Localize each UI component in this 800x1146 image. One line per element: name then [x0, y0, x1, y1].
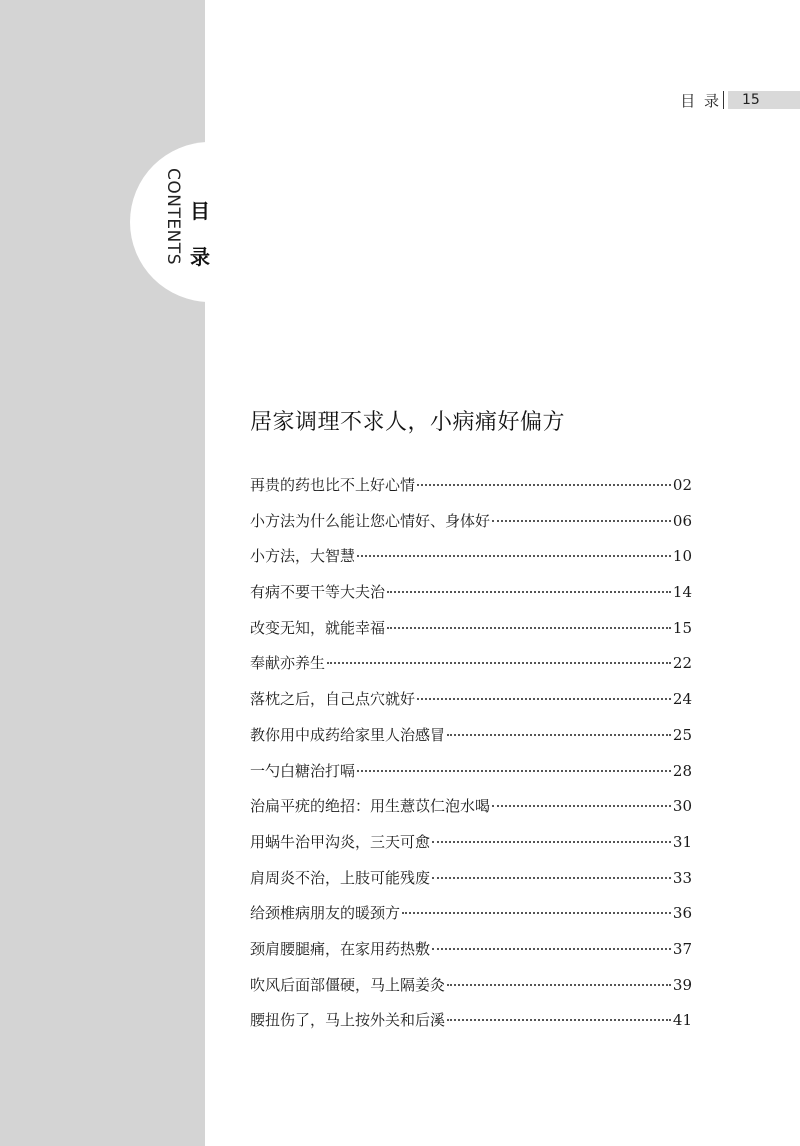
page-number: 15: [728, 91, 800, 109]
toc-entry-page: 14: [672, 583, 692, 602]
toc-leader-dots: [492, 805, 671, 807]
toc-entry-page: 24: [672, 690, 692, 709]
toc-entry-page: 39: [672, 975, 692, 994]
toc-entry[interactable]: [250, 938, 692, 974]
toc-leader-dots: [432, 841, 671, 843]
toc-entry-title: 治扁平疣的绝招：用生薏苡仁泡水喝: [250, 797, 491, 816]
toc-list: [250, 474, 692, 1045]
toc-entry-title: 一勺白糖治打嗝: [250, 761, 356, 780]
toc-entry-title: 再贵的药也比不上好心情: [250, 476, 416, 494]
toc-entry-title: 吹风后面部僵硬，马上隔姜灸: [250, 975, 446, 994]
toc-entry-title: 落枕之后，自己点穴就好: [250, 690, 416, 709]
header-label: 目 录: [680, 91, 721, 110]
toc-leader-dots: [447, 734, 671, 736]
header-divider: [723, 91, 724, 109]
toc-entry-title: 颈肩腰腿痛，在家用药热敷: [250, 939, 431, 958]
toc-leader-dots: [357, 555, 671, 557]
toc-entry-title: 改变无知，就能幸福: [250, 618, 386, 637]
contents-label-en: CONTENTS: [163, 168, 183, 265]
toc-leader-dots: [432, 948, 671, 950]
section-title: 居家调理不求人，小病痛好偏方: [250, 410, 566, 435]
toc-entry[interactable]: [250, 831, 692, 867]
toc-leader-dots: [417, 698, 671, 700]
toc-entry-page: 15: [672, 618, 692, 637]
toc-entry-title: 用蜗牛治甲沟炎，三天可愈: [250, 832, 431, 851]
toc-entry[interactable]: [250, 1009, 692, 1045]
toc-leader-dots: [387, 627, 671, 629]
toc-entry-page: 33: [672, 868, 692, 887]
toc-entry-page: 22: [672, 654, 692, 673]
toc-leader-dots: [387, 591, 671, 593]
toc-entry[interactable]: [250, 724, 692, 760]
toc-leader-dots: [447, 984, 671, 986]
toc-entry-title: 奉献亦养生: [250, 654, 326, 673]
toc-entry-page: 25: [672, 725, 692, 744]
toc-entry[interactable]: [250, 974, 692, 1010]
toc-leader-dots: [402, 912, 671, 914]
toc-entry-title: 腰扭伤了，马上按外关和后溪: [250, 1011, 446, 1030]
toc-entry[interactable]: [250, 510, 692, 546]
toc-entry-page: 37: [672, 939, 692, 958]
toc-leader-dots: [357, 770, 671, 772]
toc-entry-title: 教你用中成药给家里人治感冒: [250, 725, 446, 744]
toc-leader-dots: [417, 484, 671, 486]
toc-entry-page: 31: [672, 832, 692, 851]
toc-entry-page: 36: [672, 904, 692, 923]
toc-entry-page: 28: [672, 761, 692, 780]
toc-entry-title: 有病不要干等大夫治: [250, 583, 386, 602]
toc-entry[interactable]: [250, 795, 692, 831]
contents-zh-char-1: 目: [190, 199, 210, 223]
toc-entry-page: 41: [672, 1011, 692, 1030]
toc-entry-title: 小方法为什么能让您心情好、身体好: [250, 511, 491, 530]
toc-leader-dots: [432, 877, 671, 879]
toc-entry[interactable]: [250, 902, 692, 938]
toc-entry[interactable]: [250, 474, 692, 510]
contents-zh-char-2: 录: [190, 245, 210, 269]
toc-entry[interactable]: [250, 581, 692, 617]
toc-entry[interactable]: [250, 652, 692, 688]
toc-leader-dots: [327, 662, 671, 664]
page-header: [680, 90, 800, 110]
contents-label-zh: [190, 188, 214, 280]
toc-entry[interactable]: [250, 867, 692, 903]
toc-entry-page: 30: [672, 797, 692, 816]
toc-entry-page: 02: [672, 476, 692, 494]
toc-entry[interactable]: [250, 688, 692, 724]
toc-leader-dots: [447, 1019, 671, 1021]
toc-entry-title: 肩周炎不治，上肢可能残废: [250, 868, 431, 887]
toc-leader-dots: [492, 520, 671, 522]
toc-entry-page: 10: [672, 547, 692, 566]
toc-entry-page: 06: [672, 511, 692, 530]
toc-entry-title: 小方法，大智慧: [250, 547, 356, 566]
toc-entry[interactable]: [250, 617, 692, 653]
toc-entry[interactable]: [250, 545, 692, 581]
toc-entry[interactable]: [250, 760, 692, 796]
toc-entry-title: 给颈椎病朋友的暖颈方: [250, 904, 401, 923]
